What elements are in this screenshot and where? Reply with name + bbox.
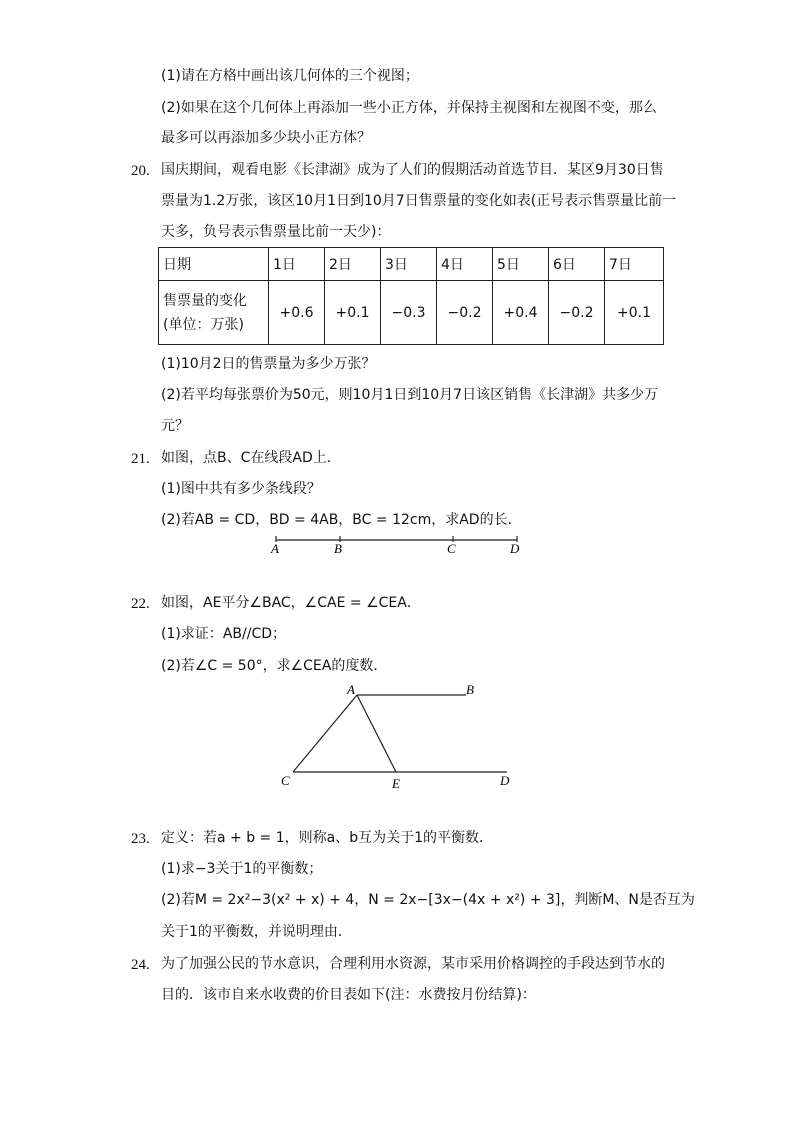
table-cell: −0.3 <box>381 281 437 345</box>
table-cell: −0.2 <box>437 281 493 345</box>
label-b: B <box>334 541 342 556</box>
q22-sub2: (2)若∠C = 50°，求∠CEA的度数． <box>161 658 388 674</box>
q21-number: 21. <box>131 451 150 467</box>
table-header-cell: 日期 <box>159 248 269 281</box>
table-header-cell: 1日 <box>269 248 325 281</box>
q20-sub2-line1: (2)若平均每张票价为50元，则10月1日到10月7日该区销售《长津湖》共多少万 <box>161 387 659 403</box>
table-cell: +0.4 <box>493 281 549 345</box>
q23-sub1: (1)求−3关于1的平衡数； <box>161 861 323 877</box>
table-header-cell: 2日 <box>325 248 381 281</box>
line-ac <box>293 695 357 772</box>
label-a: A <box>347 682 355 697</box>
q22-text: 如图，AE平分∠BAC，∠CAE = ∠CEA． <box>161 595 421 611</box>
q22-sub1: (1)求证：AB//CD； <box>161 626 287 642</box>
q24-text-line1: 为了加强公民的节水意识，合理利用水资源，某市采用价格调控的手段达到节水的 <box>161 956 665 972</box>
q23-sub2-line1: (2)若M = 2x²−3(x² + x) + 4，N = 2x−[3x−(4x + x²) + 3]，判断M、N是否互为 <box>161 892 695 908</box>
q24-number: 24. <box>131 957 150 973</box>
q23-sub2-line2: 关于1的平衡数，并说明理由． <box>161 924 352 940</box>
label-a: A <box>271 541 279 556</box>
table-cell: +0.1 <box>605 281 664 345</box>
table-header-cell: 4日 <box>437 248 493 281</box>
table-header-cell: 3日 <box>381 248 437 281</box>
label-d: D <box>500 773 510 788</box>
q20-number: 20. <box>131 163 150 179</box>
q20-sub2-line2: 元？ <box>161 418 189 434</box>
q21-sub2: (2)若AB = CD，BD = 4AB，BC = 12cm，求AD的长． <box>161 512 522 528</box>
q21-sub1: (1)图中共有多少条线段？ <box>161 481 321 497</box>
table-cell: +0.1 <box>325 281 381 345</box>
table-cell: −0.2 <box>549 281 605 345</box>
table-header-cell: 5日 <box>493 248 549 281</box>
label-b: B <box>466 682 474 697</box>
q23-number: 23. <box>131 831 150 847</box>
label-c: C <box>447 541 456 556</box>
table-row-label: 售票量的变化(单位：万张) <box>159 281 269 345</box>
q19-sub2-line1: (2)如果在这个几何体上再添加一些小正方体，并保持主视图和左视图不变，那么 <box>161 100 657 116</box>
q20-text-line3: 天多，负号表示售票量比前一天少)： <box>161 224 391 240</box>
q24-text-line2: 目的．该市自来水收费的价目表如下(注：水费按月份结算)： <box>161 987 536 1003</box>
table-cell: +0.6 <box>269 281 325 345</box>
q20-sub1: (1)10月2日的售票量为多少万张？ <box>161 356 376 372</box>
table-header-cell: 7日 <box>605 248 664 281</box>
q20-text-line2: 票量为1.2万张，该区10月1日到10月7日售票量的变化如表(正号表示售票量比前一 <box>161 193 677 209</box>
q19-sub1: (1)请在方格中画出该几何体的三个视图； <box>161 68 419 84</box>
q19-sub2-line2: 最多可以再添加多少块小正方体？ <box>161 130 371 146</box>
label-e: E <box>392 776 400 791</box>
q22-number: 22. <box>131 596 150 612</box>
q20-text-line1: 国庆期间，观看电影《长津湖》成为了人们的假期活动首选节目．某区9月30日售 <box>161 162 664 178</box>
label-d: D <box>510 541 520 556</box>
label-c: C <box>281 773 290 788</box>
line-ae <box>357 695 396 772</box>
q23-text: 定义：若a + b = 1，则称a、b互为关于1的平衡数． <box>161 830 494 846</box>
table-header-cell: 6日 <box>549 248 605 281</box>
q21-text: 如图，点B、C在线段AD上． <box>161 450 341 466</box>
